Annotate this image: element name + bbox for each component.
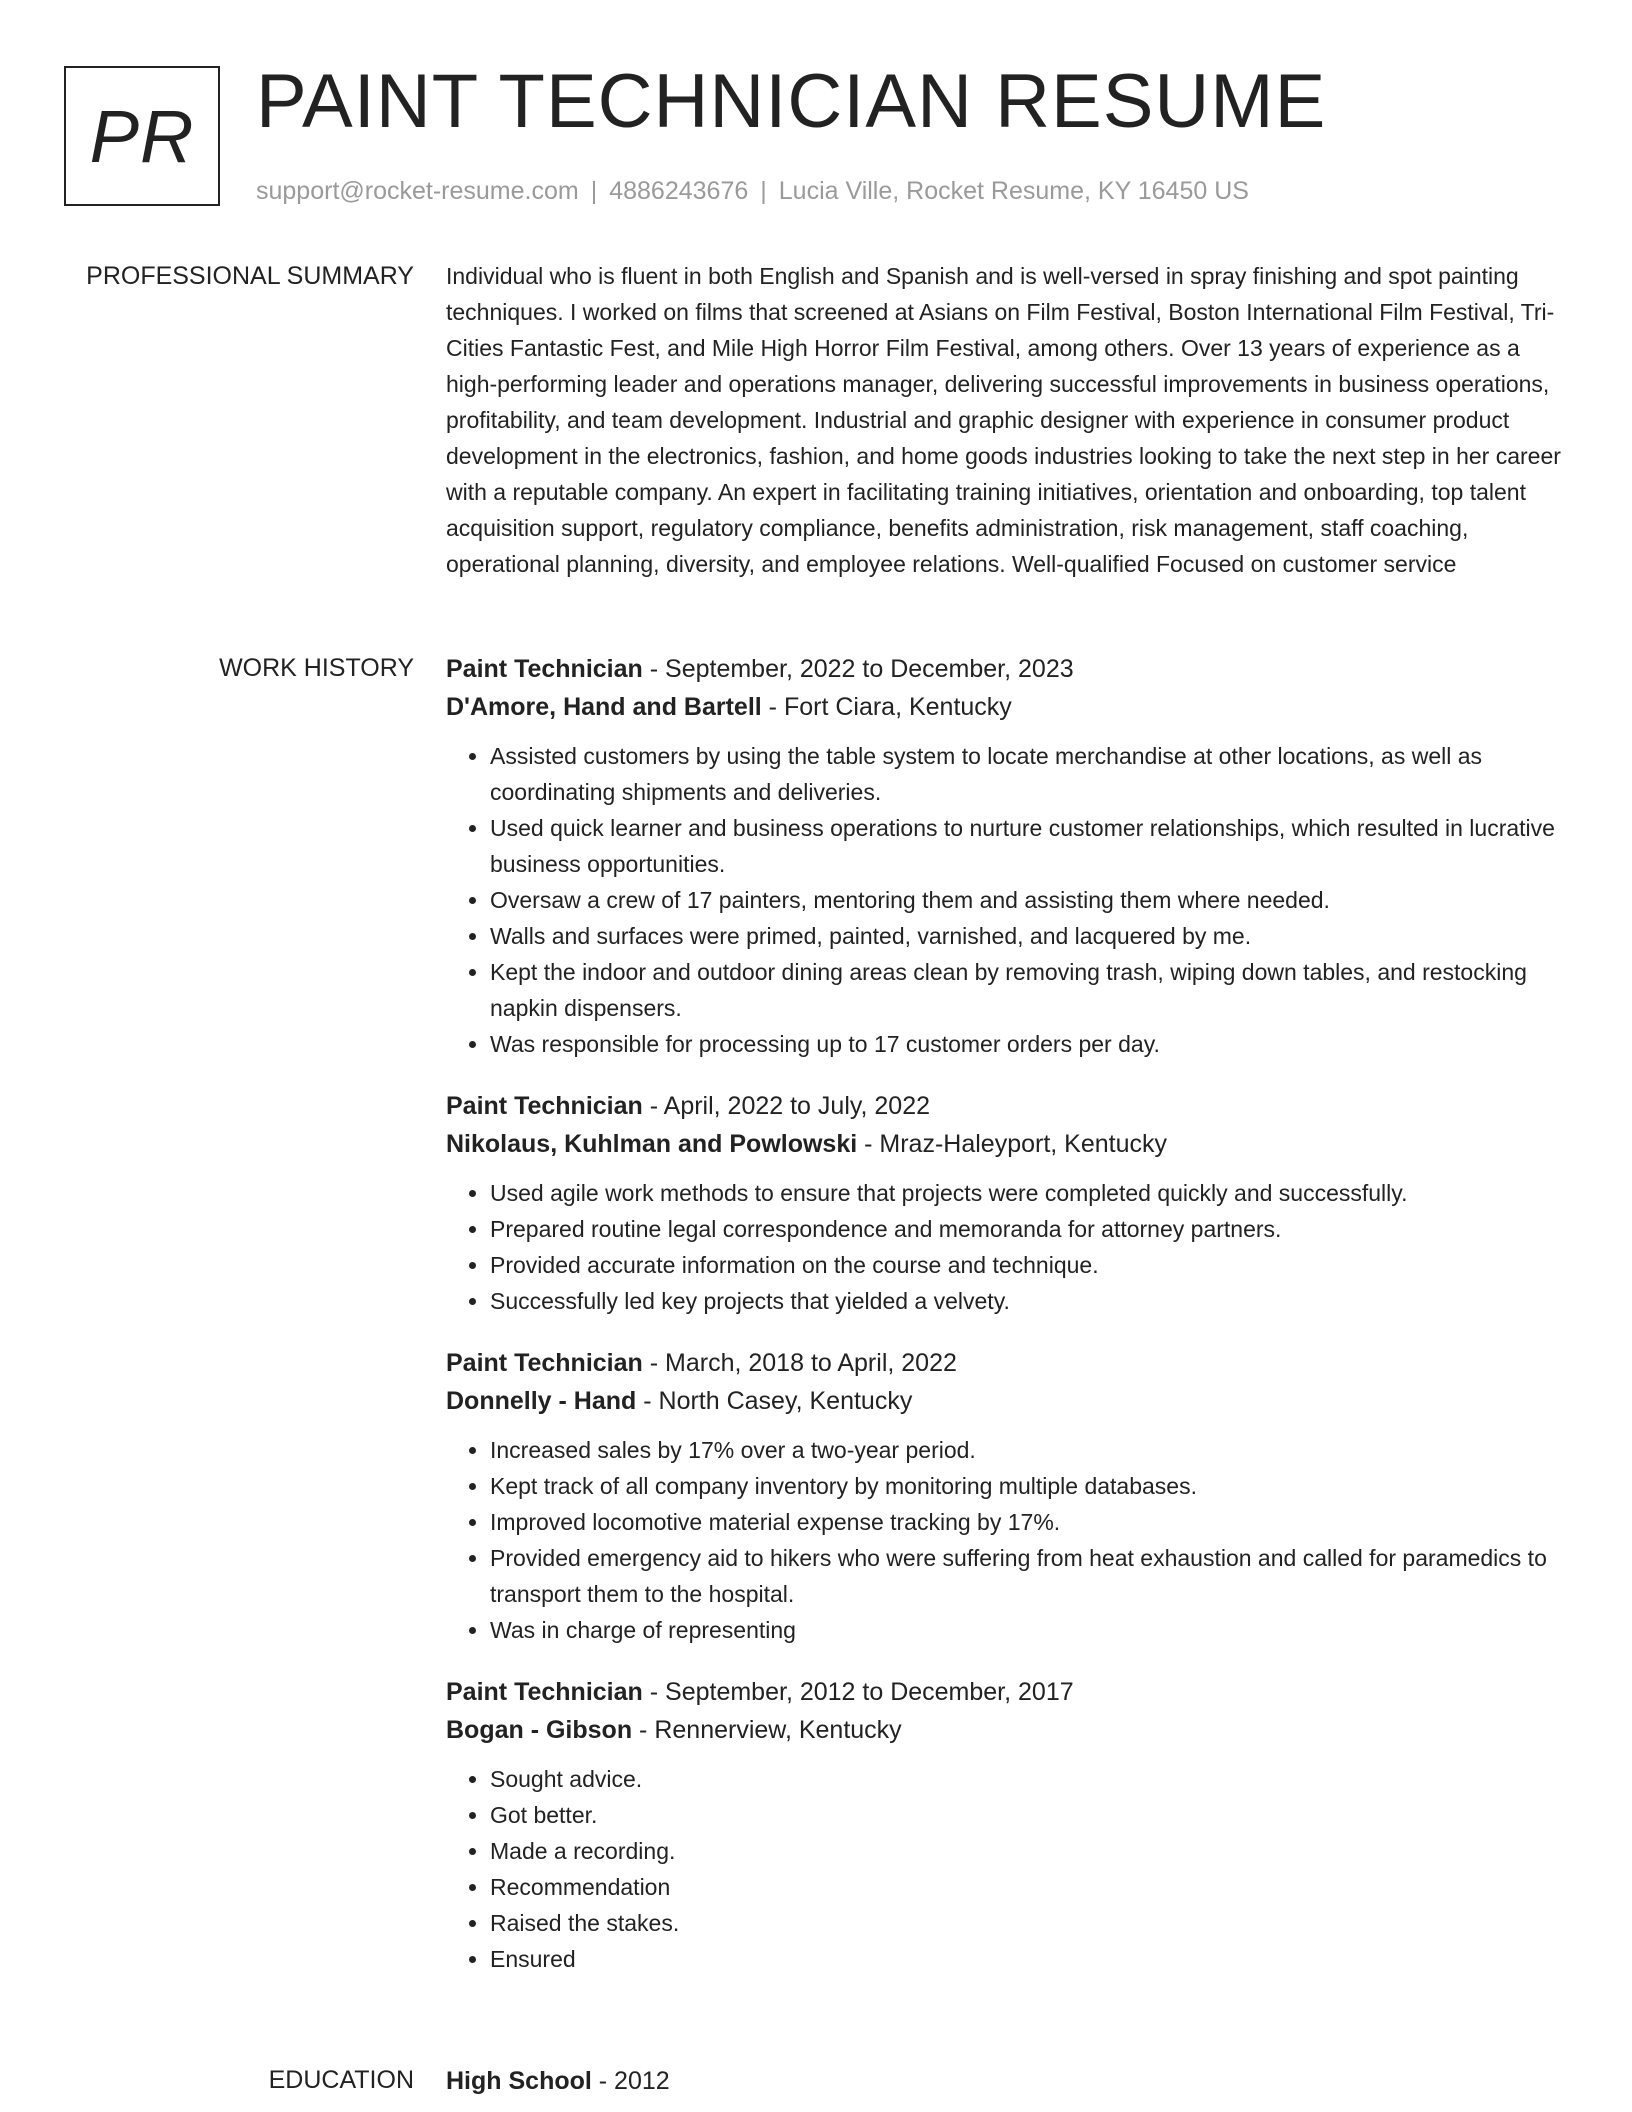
job-title: Paint Technician [446,1678,643,1706]
job-bullet: • Kept the indoor and outdoor dining areas clean by removing trash, wiping down tables, and restocking napkin dispensers. [490,954,1566,1026]
job-bullet-list [446,738,1566,1062]
job-dates: - April, 2022 to July, 2022 [642,1092,931,1120]
job-company: Donnelly - Hand [446,1387,637,1415]
job-bullet-list [446,1761,1566,1977]
job-bullet: • Oversaw a crew of 17 painters, mentoring them and assisting them where needed. [490,882,1566,918]
job-bullet: • Kept track of all company inventory by monitoring multiple databases. [490,1468,1566,1504]
job-title: Paint Technician [446,1092,643,1120]
summary-body [446,258,1566,582]
job-title-line [446,650,1566,688]
job-bullet: • Used quick learner and business operations to nurture customer relationships, which resulted in lucrative business opportunities. [490,810,1566,882]
job-company: Nikolaus, Kuhlman and Powlowski [446,1130,858,1158]
job-bullet: • Sought advice. [490,1761,1566,1797]
job-bullet: • Raised the stakes. [490,1905,1566,1941]
job-bullet: • Recommendation [490,1869,1566,1905]
job-dates: - March, 2018 to April, 2022 [642,1349,957,1377]
job-bullet: • Assisted customers by using the table system to locate merchandise at other locations, as well as coordinating shipments and deliveries. [490,738,1566,810]
resume-title: PAINT TECHNICIAN RESUME [256,59,1327,144]
job-title: Paint Technician [446,1349,643,1377]
section-label-work-history: WORK HISTORY [219,654,414,682]
contact-email: support@rocket-resume.com [256,177,579,205]
contact-address: Lucia Ville, Rocket Resume, KY 16450 US [778,177,1249,205]
job-entry [446,1087,1566,1319]
job-bullet: • Was in charge of representing [490,1612,1566,1648]
job-entry [446,650,1566,1062]
job-bullet-list [446,1432,1566,1648]
job-bullet: • Ensured [490,1941,1566,1977]
education-year: - 2012 [591,2067,670,2095]
job-company: D'Amore, Hand and Bartell [446,693,762,721]
job-location: - Mraz-Haleyport, Kentucky [857,1130,1168,1158]
job-title-line [446,1344,1566,1382]
job-title: Paint Technician [446,655,643,683]
summary-text: Individual who is fluent in both English and Spanish and is well-versed in spray finishing and spot painting techniques. I worked on films that screened at Asians on Film Festival, Boston International Film Festival, Tri-Cities Fantastic Fest, and Mile High Horror Film Festival, among others. Over 13 years of experience as a high-performing leader and operations manager, delivering successful improvements in business operations, profitability, and team development. Industrial and graphic designer with experience in consumer product development in the electronics, fashion, and home goods industries looking to take the next step in her career with a reputable company. An expert in facilitating training initiatives, orientation and onboarding, top talent acquisition support, regulatory compliance, benefits administration, risk management, staff coaching, operational planning, diversity, and employee relations. Well-qualified Focused on customer service [446,263,1561,577]
job-dates: - September, 2022 to December, 2023 [642,655,1074,683]
job-location: - Rennerview, Kentucky [632,1716,902,1744]
job-dates: - September, 2012 to December, 2017 [642,1678,1074,1706]
section-label-education: EDUCATION [268,2066,414,2094]
job-bullet: • Made a recording. [490,1833,1566,1869]
job-bullet: • Increased sales by 17% over a two-year period. [490,1432,1566,1468]
job-bullet: • Improved locomotive material expense tracking by 17%. [490,1504,1566,1540]
education-entry [446,2062,1566,2100]
job-bullet: • Provided accurate information on the course and technique. [490,1247,1566,1283]
job-title-line [446,1673,1566,1711]
job-bullet: • Walls and surfaces were primed, painted, varnished, and lacquered by me. [490,918,1566,954]
contact-separator: | [760,177,767,205]
job-entry [446,1673,1566,1977]
contact-phone: 4886243676 [609,177,749,205]
job-company-line [446,1711,1566,1749]
education-body [446,2062,1566,2100]
work-history-body [446,650,1566,2002]
job-company-line [446,1125,1566,1163]
job-bullet: • Prepared routine legal correspondence and memoranda for attorney partners. [490,1211,1566,1247]
contact-separator: | [590,177,598,205]
job-title-line [446,1087,1566,1125]
job-company: Bogan - Gibson [446,1716,633,1744]
job-bullet-list [446,1175,1566,1319]
monogram-logo: PR [64,66,220,206]
job-company-line [446,1382,1566,1420]
job-bullet: • Used agile work methods to ensure that projects were completed quickly and successfully. [490,1175,1566,1211]
section-label-summary: PROFESSIONAL SUMMARY [86,262,414,290]
job-location: - Fort Ciara, Kentucky [761,693,1012,721]
job-bullet: • Successfully led key projects that yielded a velvety. [490,1283,1566,1319]
education-degree: High School [446,2067,592,2095]
job-company-line [446,688,1566,726]
contact-line [256,174,1249,208]
job-entry [446,1344,1566,1648]
job-bullet: • Was responsible for processing up to 17 customer orders per day. [490,1026,1566,1062]
job-location: - North Casey, Kentucky [636,1387,913,1415]
job-bullet: • Provided emergency aid to hikers who were suffering from heat exhaustion and called for paramedics to transport them to the hospital. [490,1540,1566,1612]
job-bullet: • Got better. [490,1797,1566,1833]
